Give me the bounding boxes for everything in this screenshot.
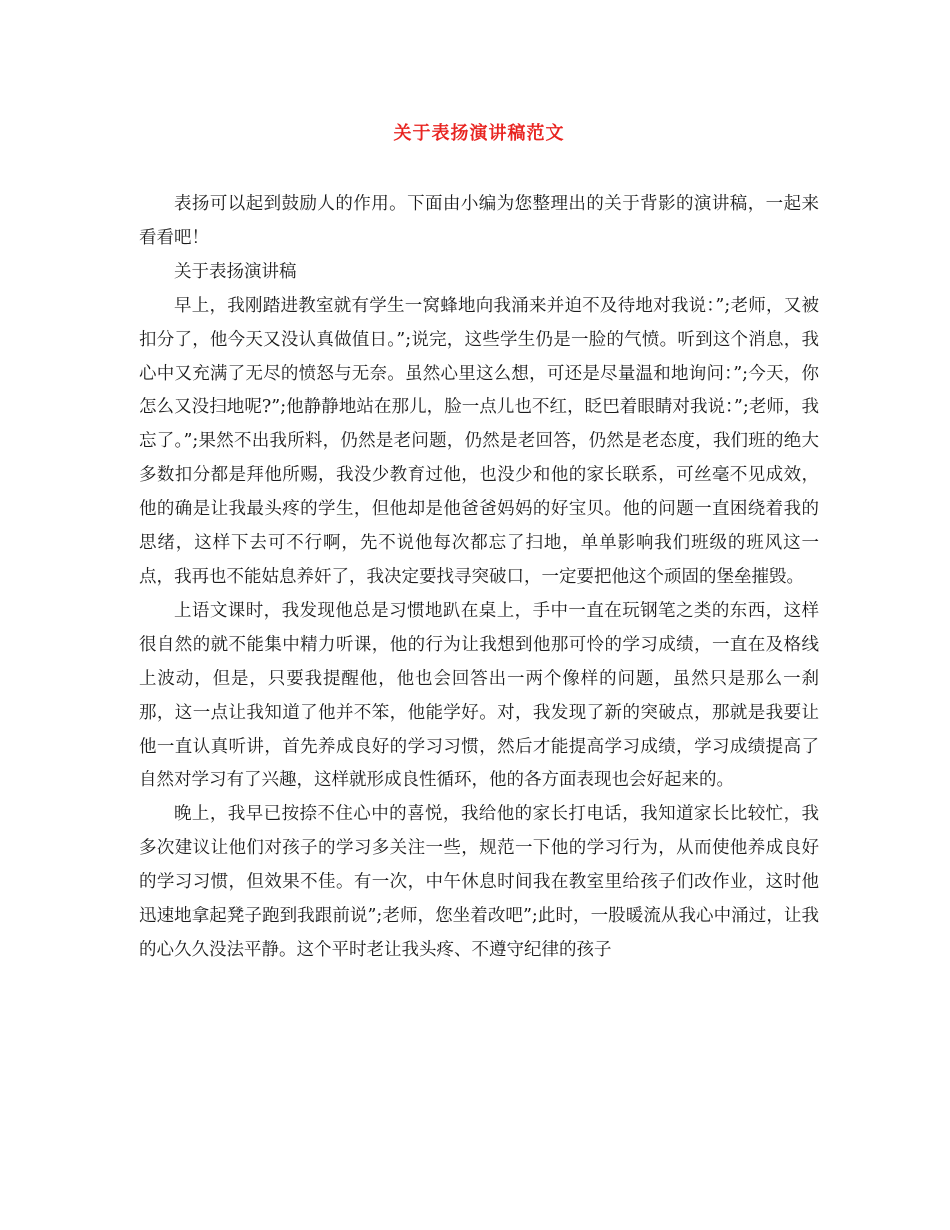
body-paragraph: 晚上，我早已按捺不住心中的喜悦，我给他的家长打电话，我知道家长比较忙，我多次建议让他们对孩子的学习多关注一些，规范一下他的学习行为，从而使他养成良好的学习习惯，但效果不佳。有一次，中午休息时间我在教室里给孩子们改作业，这时他迅速地拿起凳子跑到我跟前说”;老师，您坐着改吧”;此时，一股暖流从我心中涌过，让我的心久久没法平静。这个平时老让我头疼、不遵守纪律的孩子	[139, 804, 819, 960]
intro-paragraph: 表扬可以起到鼓励人的作用。下面由小编为您整理出的关于背影的演讲稿，一起来看看吧！	[139, 194, 819, 248]
body-paragraph: 早上，我刚踏进教室就有学生一窝蜂地向我涌来并迫不及待地对我说：”;老师，又被扣分了，他今天又没认真做值日。”;说完，这些学生仍是一脸的气愤。听到这个消息，我心中又充满了无尽的愤怒与无奈。虽然心里这么想，可还是尽量温和地询问：”;今天，你怎么又没扫地呢?”;他静静地站在那儿，脸一点儿也不红，眨巴着眼睛对我说：”;老师，我忘了。”;果然不出我所料，仍然是老问题，仍然是老回答，仍然是老态度，我们班的绝大多数扣分都是拜他所赐，我没少教育过他，也没少和他的家长联系，可丝毫不见成效，他的确是让我最头疼的学生，但他却是他爸爸妈妈的好宝贝。他的问题一直困绕着我的思绪，这样下去可不行啊，先不说他每次都忘了扫地，单单影响我们班级的班风这一点，我再也不能姑息养奸了，我决定要找寻突破口，一定要把他这个顽固的堡垒摧毁。	[139, 295, 819, 587]
section-heading: 关于表扬演讲稿	[174, 261, 297, 282]
document-body	[139, 188, 819, 968]
document-title: 关于表扬演讲稿范文	[393, 123, 565, 144]
body-paragraph: 上语文课时，我发现他总是习惯地趴在桌上，手中一直在玩钢笔之类的东西，这样很自然的就不能集中精力听课，他的行为让我想到他那可怜的学习成绩，一直在及格线上波动，但是，只要我提醒他，他也会回答出一两个像样的问题，虽然只是那么一刹那，这一点让我知道了他并不笨，他能学好。对，我发现了新的突破点，那就是我要让他一直认真听讲，首先养成良好的学习习惯，然后才能提高学习成绩，学习成绩提高了自然对学习有了兴趣，这样就形成良性循环，他的各方面表现也会好起来的。	[139, 600, 819, 791]
